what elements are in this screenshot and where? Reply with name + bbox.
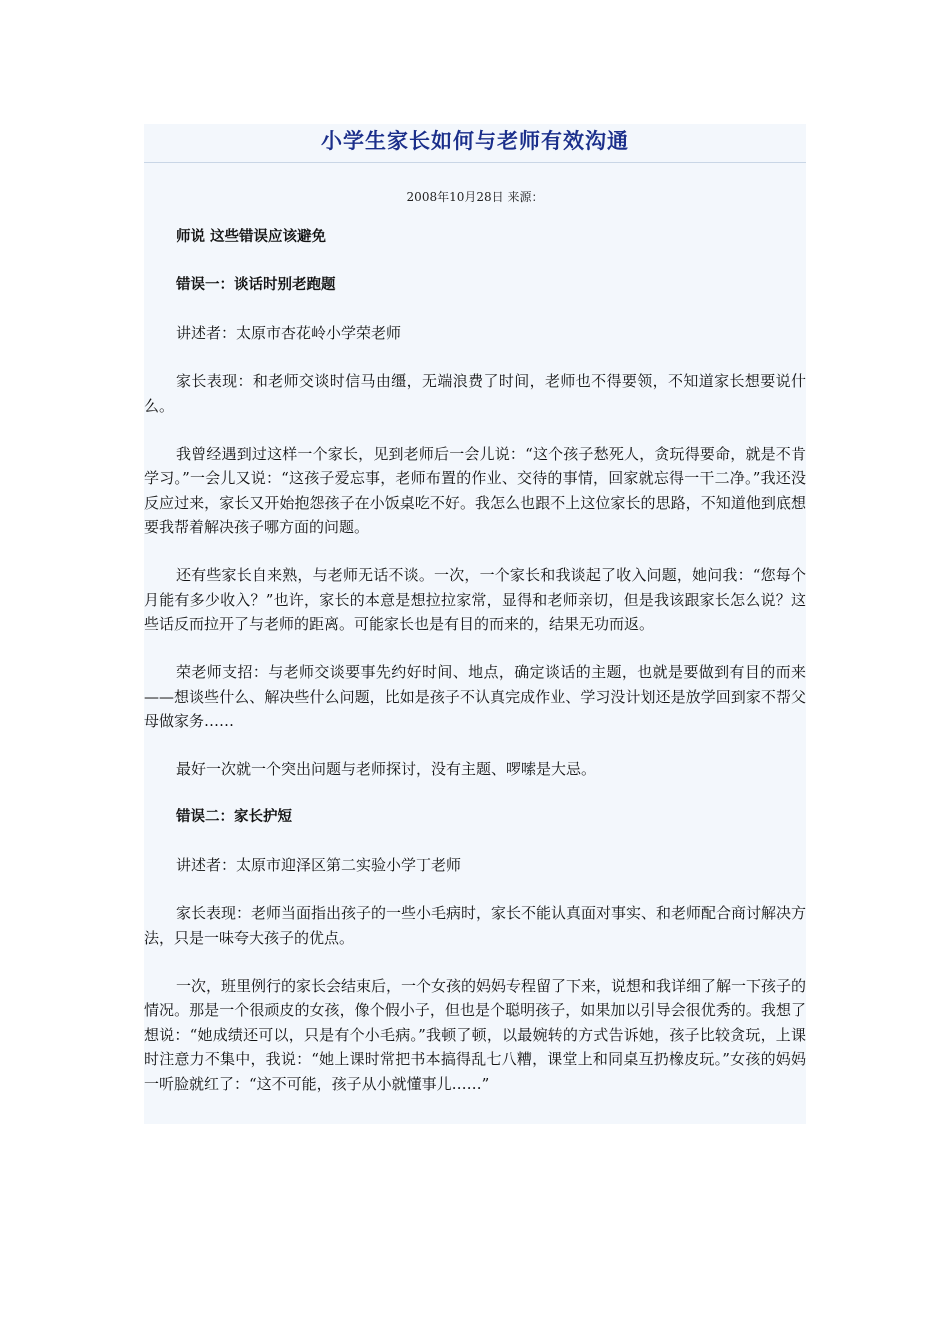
section-heading: 错误二：家长护短 (176, 809, 292, 825)
article-meta: 2008年10月28日 来源： (406, 190, 544, 204)
paragraph: 荣老师支招：与老师交谈要事先约好时间、地点，确定谈话的主题，也就是要做到有目的而来——想谈些什么、解决些什么问题，比如是孩子不认真完成作业、学习没计划还是放学回到家不帮父母做家务…… (144, 663, 806, 730)
paragraph: 我曾经遇到过这样一个家长，见到老师后一会儿说：“这个孩子愁死人，贪玩得要命，就是不肯学习。”一会儿又说：“这孩子爱忘事，老师布置的作业、交待的事情，回家就忘得一干二净。”我还没反应过来，家长又开始抱怨孩子在小饭桌吃不好。我怎么也跟不上这位家长的思路，不知道他到底想要我帮着解决孩子哪方面的问题。 (144, 444, 806, 536)
article-panel (144, 124, 806, 1124)
paragraph: 讲述者：太原市杏花岭小学荣老师 (176, 324, 402, 342)
paragraph: 还有些家长自来熟，与老师无话不谈。一次，一个家长和我谈起了收入问题，她问我：“您每个月能有多少收入？”也许，家长的本意是想拉拉家常，显得和老师亲切，但是我该跟家长怎么说？这些话反而拉开了与老师的距离。可能家长也是有目的而来的，结果无功而返。 (144, 566, 806, 633)
section-heading: 错误一：谈话时别老跑题 (176, 277, 336, 293)
section-heading: 师说 这些错误应该避免 (176, 229, 327, 245)
paragraph: 一次，班里例行的家长会结束后，一个女孩的妈妈专程留了下来，说想和我详细了解一下孩子的情况。那是一个很顽皮的女孩，像个假小子，但也是个聪明孩子，如果加以引导会很优秀的。我想了想说：“她成绩还可以，只是有个小毛病。”我顿了顿，以最婉转的方式告诉她，孩子比较贪玩，上课时注意力不集中，我说：“她上课时常把书本搞得乱七八糟，课堂上和同桌互扔橡皮玩。”女孩的妈妈一听脸就红了：“这不可能，孩子从小就懂事儿……” (144, 976, 807, 1093)
paragraph: 最好一次就一个突出问题与老师探讨，没有主题、啰嗦是大忌。 (176, 760, 597, 778)
paragraph: 讲述者：太原市迎泽区第二实验小学丁老师 (176, 856, 462, 874)
title-bar (144, 124, 806, 163)
article-title: 小学生家长如何与老师有效沟通 (321, 129, 629, 153)
paragraph: 家长表现：老师当面指出孩子的一些小毛病时，家长不能认真面对事实、和老师配合商讨解决方法，只是一味夸大孩子的优点。 (144, 904, 807, 947)
article-body (144, 225, 806, 1096)
paragraph: 家长表现：和老师交谈时信马由缰，无端浪费了时间，老师也不得要领，不知道家长想要说什么。 (144, 372, 806, 415)
